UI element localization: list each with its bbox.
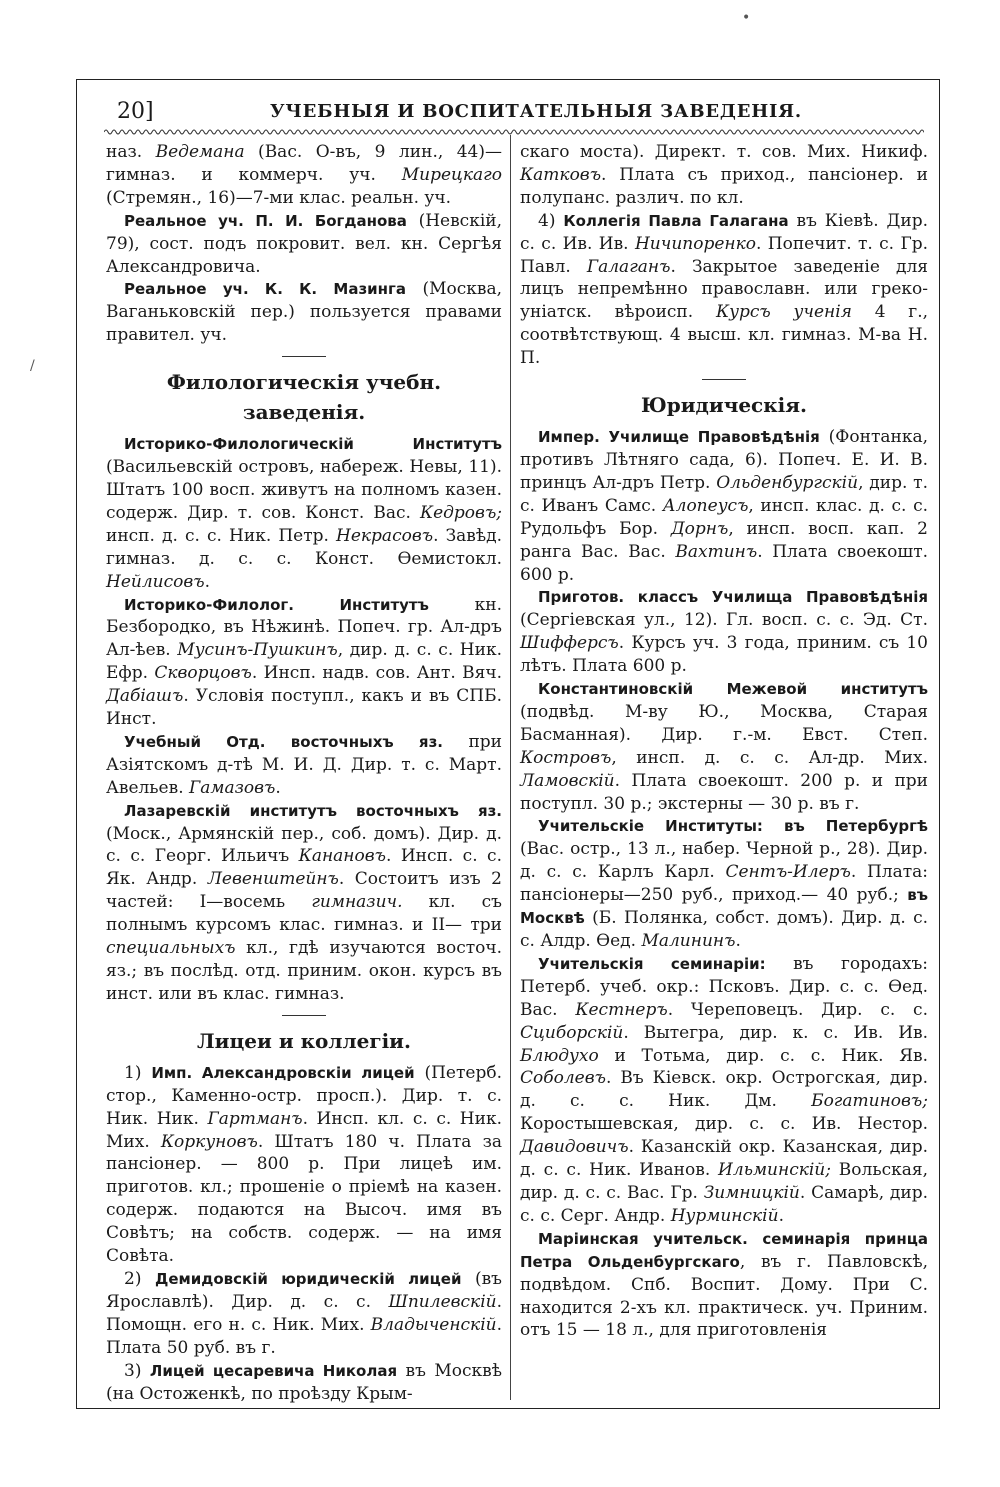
paragraph: Лазаревскій институтъ восточныхъ яз. (Моск., Армянскій пер., соб. домъ). Дир. д. с. с. Георг. Ильичъ Канановъ. Инсп. с. с. Як. Андр. Левенштейнъ. Состоитъ изъ 2 частей: I—восемь гимназич. кл. съ полнымъ курсомъ клас. гимназ. и II— три специальныхъ кл., гдѣ изучаются восточ. яз.; въ послѣд. отд. приним. окон. курсъ въ инст. или въ клас. гимназ. <box>106 801 502 1004</box>
entry-name: Приготов. классъ Училища Правовѣдѣнія <box>538 588 928 607</box>
paragraph: 1) Имп. Александровскіи лицей (Петерб. стор., Каменно-остр. просп.). Дир. т. с. Ник. Ник. Гартманъ. Инсп. кл. с. с. Ник. Мих. Коркуновъ. Штатъ 180 ч. Плата за пансіонер. — 800 р. При лицеѣ им. приготов. кл.; прошеніе о пріемѣ на казен. содерж. подаются на Высоч. имя въ Совѣтъ; на собств. содерж. — на имя Совѣта. <box>106 1062 502 1267</box>
person-name: Малининъ <box>641 931 736 951</box>
person-name: Нейлисовъ <box>106 571 205 592</box>
person-name: Кедровъ; <box>419 502 502 523</box>
entry-name: Константиновскій Межевой институтъ <box>538 680 928 699</box>
paragraph: Учебный Отд. восточныхъ яз. при Азіятскомъ д-тѣ М. И. Д. Дир. т. с. Март. Авельев. Гамазовъ. <box>106 731 502 798</box>
person-name: Ничипоренко <box>634 233 756 254</box>
page-number: 20] <box>117 99 154 124</box>
left-column <box>106 141 502 1405</box>
person-name: Левенштейнъ <box>207 869 339 890</box>
paragraph: 3) Лицей цесаревича Николая въ Москвѣ (на Остоженкѣ, по проѣзду Крым- <box>106 1360 502 1404</box>
entry-name: Учительскія семинаріи: <box>538 954 766 973</box>
person-name: Катковъ <box>520 164 602 185</box>
person-name: Костровъ <box>520 747 612 768</box>
person-name: Зимницкій <box>703 1182 800 1203</box>
entry-name: Маріинская учительск. семинарія принца Петра Ольденбургскаго <box>520 1229 928 1271</box>
entry-name: Лазаревскій институтъ восточныхъ яз. <box>124 801 502 820</box>
paragraph: Учительскіе Институты: въ Петербургѣ (Вас. остр., 13 л., набер. Черной р., 28). Дир. д. с. с. Карлъ Карл. Сентъ-Илеръ. Плата: пансіонеры—250 руб., приход.— 40 руб.; въ Москвѣ (Б. Полянка, собст. домъ). Дир. д. с. с. Алдр. Ѳед. Малининъ. <box>520 817 928 951</box>
paragraph: Реальное уч. П. И. Богданова (Невскій, 79), сост. подъ покровит. вел. кн. Сергѣя Александровича. <box>106 210 502 277</box>
person-name: Мирецкаго <box>401 164 502 185</box>
person-name: Канановъ <box>298 846 386 867</box>
paragraph: Учительскія семинаріи: въ городахъ: Петерб. учеб. окр.: Псковъ. Дир. с. с. Ѳед. Вас. Кестнеръ. Череповецъ. Дир. с. с. Сциборскій. Вытегра, дир. к. с. Ив. Ив. Блюдухо и Тотьма, дир. с. с. Ник. Яв. Соболевъ. Въ Кіевск. окр. Острогская, дир. д. с. с. Ник. Дм. Богатиновъ; Коростышевская, дир. с. с. Ив. Нестор. Давидовичъ. Казанскій окр. Казанская, дир. д. с. с. Ник. Иванов. Ильминскій; Вольская, дир. д. с. с. Вас. Гр. Зимницкій. Самарѣ, дир. с. с. Серг. Андр. Нурминскій. <box>520 953 928 1226</box>
section-heading: Юридическія. <box>640 393 808 418</box>
paragraph: Приготов. классъ Училища Правовѣдѣнія (Сергіевская ул., 12). Гл. восп. с. с. Эд. Ст. Шифферсъ. Курсъ уч. 3 года, приним. съ 10 лѣтъ. Плата 600 р. <box>520 588 928 677</box>
person-name: Вахтинъ <box>675 541 758 562</box>
person-name: Мусинъ-Пушкинъ <box>177 640 338 661</box>
person-name: Гамазовъ <box>189 777 276 798</box>
person-name: Курсъ ученія <box>715 302 852 323</box>
paragraph: Константиновскій Межевой институтъ (подвѣд. М-ву Ю., Москва, Старая Басманная). Дир. г.-м. Евст. Степ. Костровъ, инсп. д. с. с. Ал-др. Мих. Ламовскій. Плата своекошт. 200 р. и при поступл. 30 р.; экстерны — 30 р. въ г. <box>520 680 928 814</box>
paragraph: Историко-Филологическій Институтъ (Васильевскій островъ, набереж. Невы, 11). Штатъ 100 восп. живутъ на полномъ казен. содерж. Дир. т. сов. Конст. Вас. Кедровъ; инсп. д. с. с. Ник. Петр. Некрасовъ. Завѣд. гимназ. д. с. с. Конст. Ѳемистокл. Нейлисовъ. <box>106 435 502 592</box>
section-heading: Лицеи и коллегіи. <box>197 1028 411 1053</box>
page-header <box>100 96 920 130</box>
paragraph: 4) Коллегія Павла Галагана въ Кіевѣ. Дир. с. с. Ив. Ив. Ничипоренко. Попечит. т. с. Гр. Павл. Галаганъ. Закрытое заведеніе для лицъ непремѣнно православн. или греко-уніатск. вѣроисп. Курсъ ученія 4 г., соотвѣтствующ. 4 высш. кл. гимназ. М-ва Н. П. <box>520 210 929 369</box>
paragraph: Маріинская учительск. семинарія принца Петра Ольденбургскаго, въ г. Павловскѣ, подвѣдом. Спб. Воспит. Дому. При С. находится 2-хъ кл. практическ. уч. Приним. отъ 15 — 18 л., для приготовленія <box>520 1229 928 1341</box>
section-rule <box>702 379 746 380</box>
entry-name: Историко-Филолог. Институтъ <box>124 595 429 614</box>
person-name: Блюдухо <box>520 1045 599 1066</box>
paragraph: 2) Демидовскій юридическій лицей (въ Ярославлѣ). Дир. д. с. с. Шпилевскій. Помощн. его н. с. Ник. Мих. Владыченскій. Плата 50 руб. въ г. <box>106 1268 502 1358</box>
entry-name: Импер. Училище Правовѣдѣнія <box>538 428 820 447</box>
entry-name: Учебный Отд. восточныхъ яз. <box>124 732 443 751</box>
section-rule <box>282 356 326 357</box>
person-name: Нурминскій <box>670 1205 779 1226</box>
person-name: Сентъ-Илеръ <box>725 862 851 883</box>
person-name: Скворцовъ <box>154 663 252 684</box>
stray-mark-left: / <box>30 358 35 374</box>
entry-name: Коллегія Павла Галагана <box>563 211 789 230</box>
paragraph: Историко-Филолог. Институтъ кн. Безбородко, въ Нѣжинѣ. Попеч. гр. Ал-дръ Ал-ѣев. Мусинъ-Пушкинъ, дир. д. с. с. Ник. Ефр. Скворцовъ. Инсп. надв. сов. Ант. Вяч. Дабіашъ. Условія поступл., какъ и въ СПБ. Инст. <box>106 594 502 730</box>
entry-name: Учительскіе Институты: въ Петербургѣ <box>538 817 928 836</box>
stray-mark-top: • <box>742 10 751 26</box>
paragraph: наз. Ведемана (Вас. О-въ, 9 лин., 44)— гимназ. и коммерч. уч. Мирецкаго (Стремян., 16)—7-ми клас. реальн. уч. <box>106 142 502 208</box>
person-name: Владыченскій <box>370 1314 497 1335</box>
person-name: Галаганъ <box>586 256 671 277</box>
person-name: Давидовичъ <box>520 1137 629 1158</box>
entry-name: Лицей цесаревича Николая <box>149 1361 398 1380</box>
column-divider <box>510 135 511 1400</box>
entry-name: Реальное уч. К. К. Мазинга <box>124 280 407 299</box>
person-name: Шифферсъ <box>520 633 619 654</box>
person-name: Шпилевскій <box>388 1291 497 1312</box>
person-name: Некрасовъ <box>336 525 434 546</box>
person-name: специальныхъ <box>106 938 236 959</box>
person-name: Ламовскій <box>520 770 615 791</box>
section-rule <box>282 1015 326 1016</box>
person-name: Богатиновъ; <box>811 1091 928 1112</box>
person-name: Кестнеръ <box>575 999 668 1020</box>
page-title: УЧЕБНЫЯ И ВОСПИТАТЕЛЬНЫЯ ЗАВЕДЕНІЯ. <box>270 101 802 122</box>
person-name: Ольденбургскій <box>716 472 859 493</box>
entry-name: Историко-Филологическій Институтъ <box>124 435 502 454</box>
entry-name: Имп. Александровскіи лицей <box>151 1063 415 1082</box>
person-name: Коркуновъ <box>160 1131 258 1152</box>
person-name: Ильминскій; <box>718 1160 831 1181</box>
person-name: Алопеусъ <box>662 495 749 516</box>
wavy-rule <box>104 128 924 136</box>
person-name: Соболевъ <box>520 1068 606 1089</box>
entry-name: Демидовскій юридическій лицей <box>154 1269 462 1288</box>
right-column <box>520 141 928 1342</box>
paragraph: Импер. Училище Правовѣдѣнія (Фонтанка, противъ Лѣтняго сада, 6). Попеч. Е. И. В. принцъ Ал-дръ Петр. Ольденбургскій, дир. т. с. Иванъ Самс. Алопеусъ, инсп. клас. д. с. с. Рудольфъ Бор. Дорнъ, инсп. восп. кап. 2 ранга Вас. Вас. Вахтинъ. Плата своекошт. 600 р. <box>520 427 929 585</box>
entry-name: въ Москвѣ <box>520 886 928 928</box>
person-name: Ведемана <box>155 142 245 162</box>
person-name: Дорнъ <box>670 518 729 539</box>
person-name: Сциборскій <box>520 1022 624 1043</box>
person-name: Дабіашъ <box>106 686 184 707</box>
entry-name: Реальное уч. П. И. Богданова <box>124 211 407 230</box>
person-name: гимназич. <box>311 892 403 913</box>
person-name: Гартманъ <box>207 1108 303 1129</box>
paragraph: скаго моста). Директ. т. сов. Мих. Никиф. Катковъ. Плата съ приход., пансіонер. и полупанс. различ. по кл. <box>520 142 928 208</box>
paragraph: Реальное уч. К. К. Мазинга (Москва, Ваганьковскій пер.) пользуется правами правител. уч. <box>106 279 503 346</box>
section-heading: Филологическія учебн. заведенія. <box>166 370 442 425</box>
